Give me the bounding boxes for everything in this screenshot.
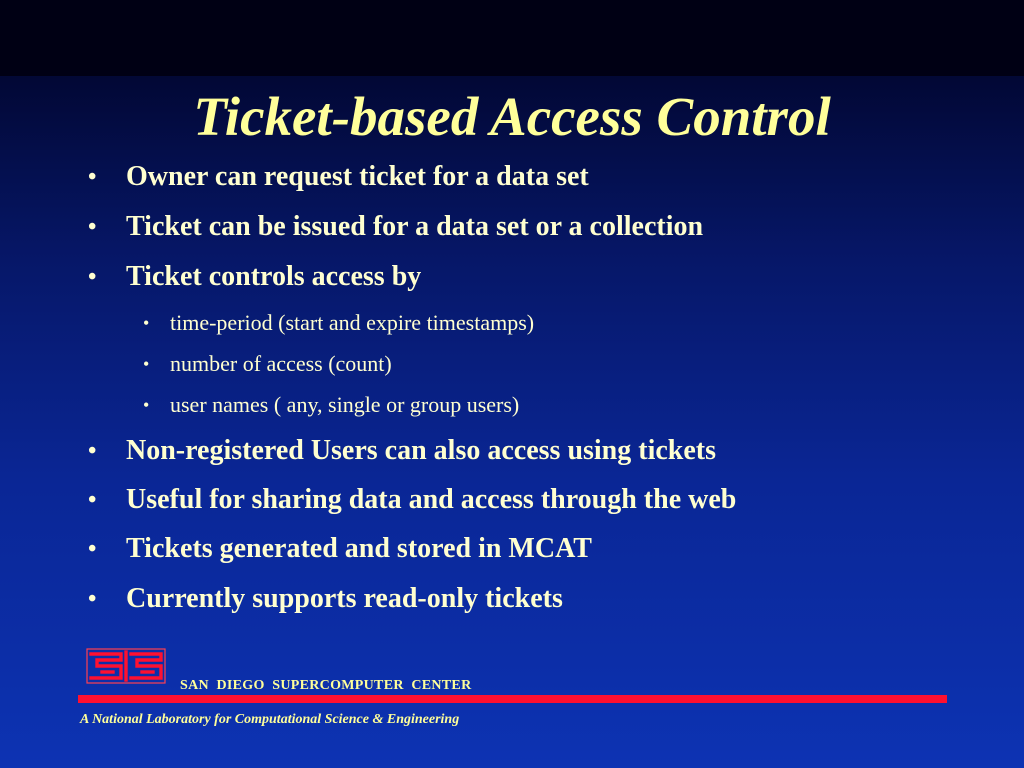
- bullet-text: Currently supports read-only tickets: [126, 583, 563, 614]
- bullet-dot: •: [143, 354, 150, 374]
- top-dark-band: [0, 0, 1024, 76]
- bullet-text: Ticket can be issued for a data set or a collection: [126, 211, 704, 242]
- bullet-dot: •: [88, 214, 97, 240]
- slide-title: Ticket-based Access Control: [193, 86, 831, 147]
- divider-rule: [78, 695, 947, 703]
- bullet-text: Ticket controls access by: [126, 261, 422, 292]
- bullet-dot: •: [88, 586, 97, 612]
- organization-name: SAN DIEGO SUPERCOMPUTER CENTER: [180, 678, 472, 693]
- sub-bullet-text: user names ( any, single or group users): [170, 392, 520, 417]
- footer-tagline: A National Laboratory for Computational Science & Engineering: [80, 712, 460, 727]
- bullet-text: Non-registered Users can also access using tickets: [126, 435, 717, 466]
- sub-bullet-text: time-period (start and expire timestamps): [170, 310, 535, 335]
- bullet-text: Useful for sharing data and access through the web: [126, 484, 737, 515]
- bullet-dot: •: [88, 164, 97, 190]
- bullet-dot: •: [88, 438, 97, 464]
- bullet-dot: •: [88, 264, 97, 290]
- bullet-dot: •: [143, 395, 150, 415]
- sub-bullet-text: number of access (count): [170, 351, 392, 376]
- bullet-text: Owner can request ticket for a data set: [126, 161, 589, 192]
- bullet-text: Tickets generated and stored in MCAT: [126, 533, 592, 564]
- bullet-dot: •: [88, 536, 97, 562]
- bullet-dot: •: [143, 313, 150, 333]
- bullet-dot: •: [88, 487, 97, 513]
- sdsc-logo-icon: [85, 647, 167, 685]
